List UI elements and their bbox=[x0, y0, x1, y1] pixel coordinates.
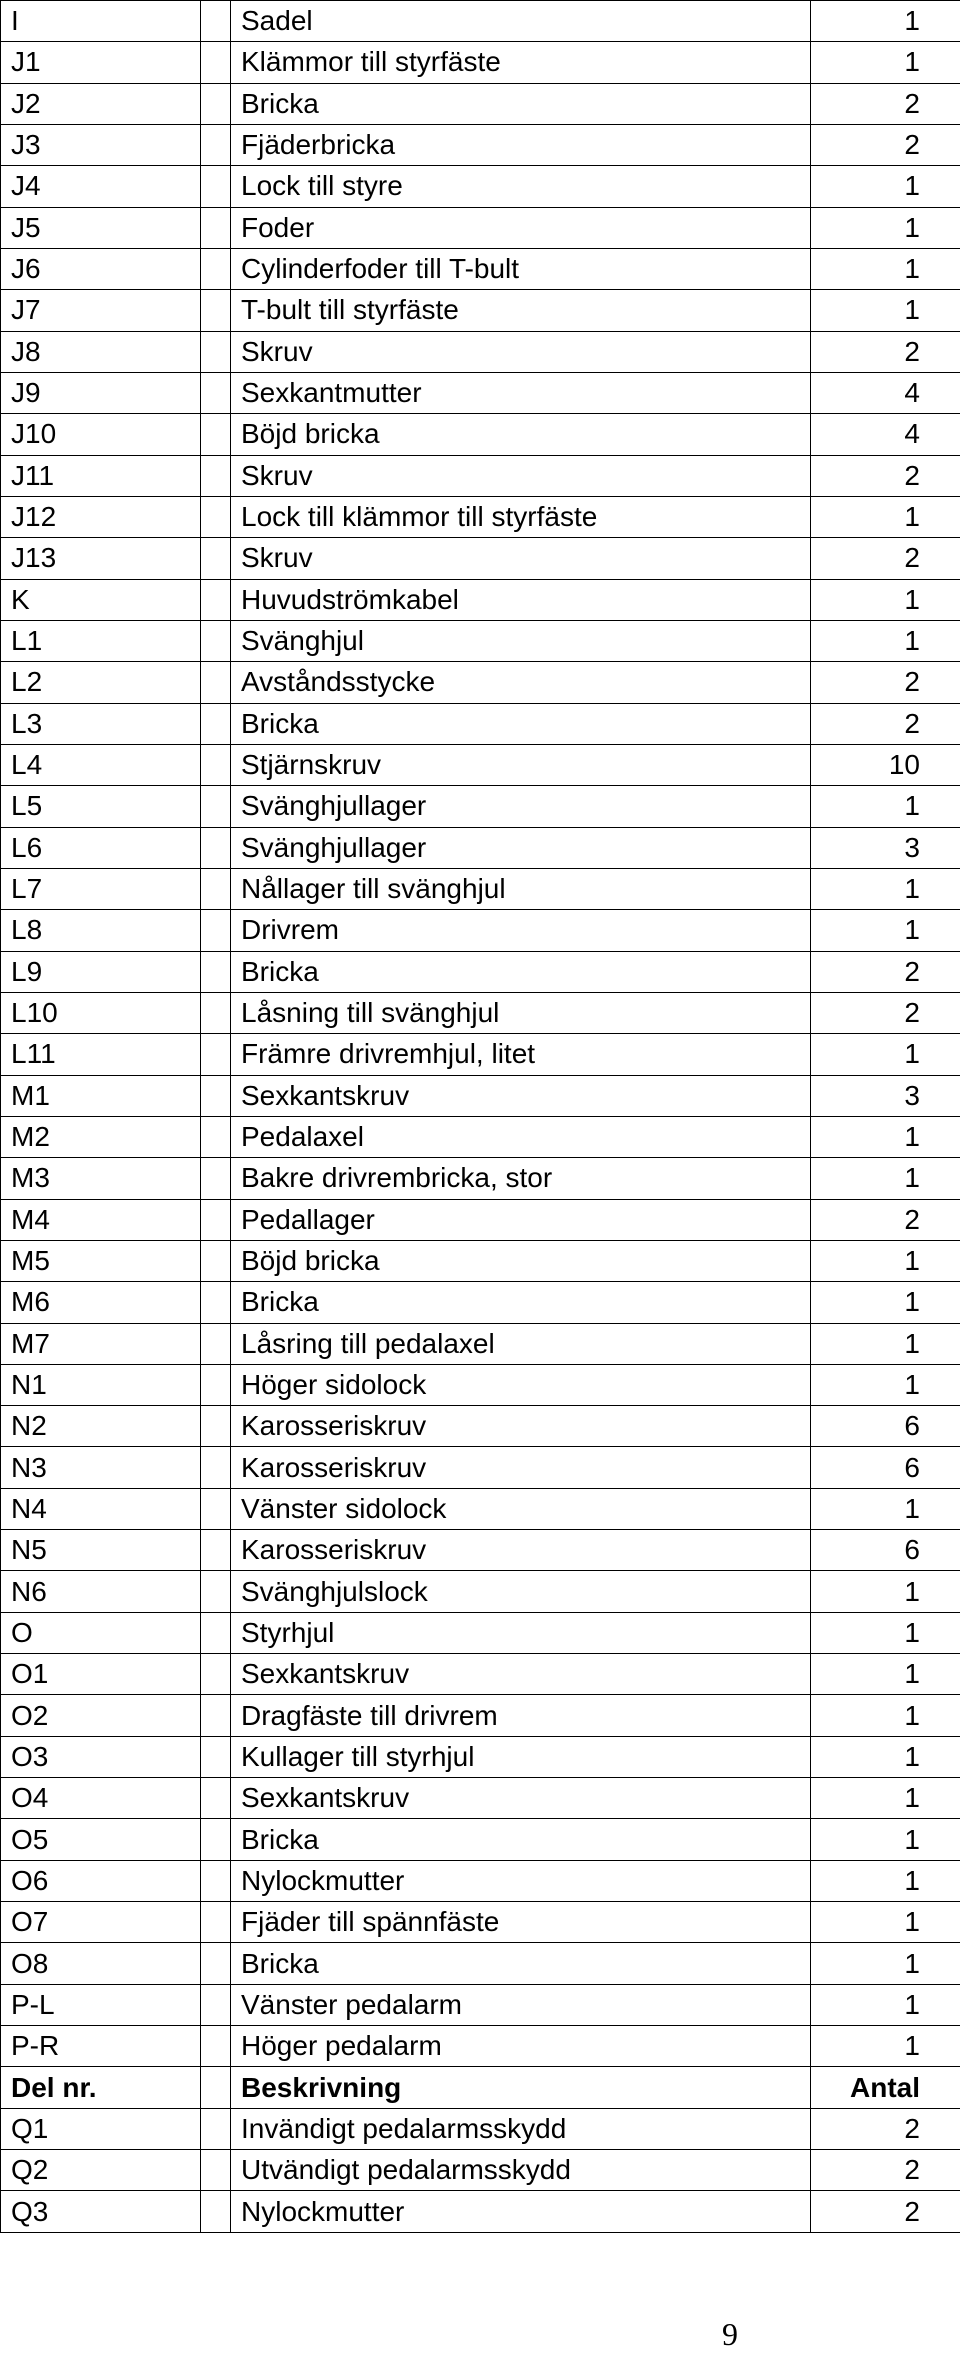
part-number-cell: J12 bbox=[1, 496, 201, 537]
description-cell: Svänghjulslock bbox=[231, 1571, 811, 1612]
table-row bbox=[1, 1, 960, 42]
table-row bbox=[1, 538, 960, 579]
quantity-cell: 1 bbox=[811, 1571, 960, 1612]
empty-spacer-cell bbox=[201, 786, 231, 827]
quantity-cell: 1 bbox=[811, 1612, 960, 1653]
quantity-cell: 2 bbox=[811, 2108, 960, 2149]
description-cell: Sadel bbox=[231, 1, 811, 42]
description-cell: Utvändigt pedalarmsskydd bbox=[231, 2150, 811, 2191]
quantity-cell: 1 bbox=[811, 579, 960, 620]
empty-spacer-cell bbox=[201, 1075, 231, 1116]
description-cell: Huvudströmkabel bbox=[231, 579, 811, 620]
empty-spacer-cell bbox=[201, 1364, 231, 1405]
quantity-cell: 1 bbox=[811, 1943, 960, 1984]
part-number-cell: J10 bbox=[1, 414, 201, 455]
table-row bbox=[1, 207, 960, 248]
part-number-cell: J1 bbox=[1, 42, 201, 83]
empty-spacer-cell bbox=[201, 248, 231, 289]
description-cell: Sexkantskruv bbox=[231, 1075, 811, 1116]
part-number-cell: O4 bbox=[1, 1778, 201, 1819]
parts-table-body bbox=[1, 1, 960, 2233]
quantity-cell: 1 bbox=[811, 620, 960, 661]
empty-spacer-cell bbox=[201, 2026, 231, 2067]
empty-spacer-cell bbox=[201, 1034, 231, 1075]
part-number-cell: J7 bbox=[1, 290, 201, 331]
description-cell: Höger pedalarm bbox=[231, 2026, 811, 2067]
quantity-cell: 1 bbox=[811, 290, 960, 331]
empty-spacer-cell bbox=[201, 1116, 231, 1157]
table-row bbox=[1, 1736, 960, 1777]
part-number-cell: P-L bbox=[1, 1984, 201, 2025]
description-cell: Svänghjullager bbox=[231, 786, 811, 827]
empty-spacer-cell bbox=[201, 42, 231, 83]
quantity-cell: 1 bbox=[811, 42, 960, 83]
header-description: Beskrivning bbox=[231, 2067, 811, 2108]
description-cell: Stjärnskruv bbox=[231, 744, 811, 785]
description-cell: Fjäder till spännfäste bbox=[231, 1902, 811, 1943]
quantity-cell: 1 bbox=[811, 207, 960, 248]
part-number-cell: L10 bbox=[1, 992, 201, 1033]
part-number-cell: O3 bbox=[1, 1736, 201, 1777]
quantity-cell: 1 bbox=[811, 786, 960, 827]
description-cell: Bakre drivrembricka, stor bbox=[231, 1158, 811, 1199]
part-number-cell: L7 bbox=[1, 868, 201, 909]
part-number-cell: N6 bbox=[1, 1571, 201, 1612]
part-number-cell: M7 bbox=[1, 1323, 201, 1364]
quantity-cell: 3 bbox=[811, 827, 960, 868]
empty-spacer-cell bbox=[201, 1902, 231, 1943]
empty-spacer-cell bbox=[201, 579, 231, 620]
quantity-cell: 4 bbox=[811, 372, 960, 413]
empty-spacer-cell bbox=[201, 290, 231, 331]
part-number-cell: M2 bbox=[1, 1116, 201, 1157]
quantity-cell: 2 bbox=[811, 124, 960, 165]
empty-spacer-cell bbox=[201, 620, 231, 661]
table-row bbox=[1, 1943, 960, 1984]
description-cell: Låsning till svänghjul bbox=[231, 992, 811, 1033]
quantity-cell: 10 bbox=[811, 744, 960, 785]
part-number-cell: L4 bbox=[1, 744, 201, 785]
empty-spacer-cell bbox=[201, 1488, 231, 1529]
table-row bbox=[1, 703, 960, 744]
quantity-cell: 1 bbox=[811, 1282, 960, 1323]
header-quantity: Antal bbox=[811, 2067, 960, 2108]
description-cell: Foder bbox=[231, 207, 811, 248]
part-number-cell: O7 bbox=[1, 1902, 201, 1943]
table-row bbox=[1, 827, 960, 868]
table-row bbox=[1, 331, 960, 372]
empty-spacer-cell bbox=[201, 1, 231, 42]
description-cell: Cylinderfoder till T-bult bbox=[231, 248, 811, 289]
page-number: 9 bbox=[722, 2316, 738, 2352]
quantity-cell: 1 bbox=[811, 1488, 960, 1529]
table-row bbox=[1, 1034, 960, 1075]
description-cell: Pedalaxel bbox=[231, 1116, 811, 1157]
quantity-cell: 1 bbox=[811, 1364, 960, 1405]
description-cell: Skruv bbox=[231, 538, 811, 579]
empty-spacer-cell bbox=[201, 166, 231, 207]
description-cell: Svänghjullager bbox=[231, 827, 811, 868]
table-row bbox=[1, 1654, 960, 1695]
empty-spacer-cell bbox=[201, 1612, 231, 1653]
empty-spacer-cell bbox=[201, 1695, 231, 1736]
description-cell: Karosseriskruv bbox=[231, 1447, 811, 1488]
description-cell: Bricka bbox=[231, 1943, 811, 1984]
part-number-cell: L6 bbox=[1, 827, 201, 868]
part-number-cell: O5 bbox=[1, 1819, 201, 1860]
part-number-cell: M5 bbox=[1, 1240, 201, 1281]
table-row bbox=[1, 992, 960, 1033]
part-number-cell: K bbox=[1, 579, 201, 620]
table-row bbox=[1, 414, 960, 455]
quantity-cell: 6 bbox=[811, 1406, 960, 1447]
table-row bbox=[1, 1612, 960, 1653]
description-cell: Sexkantskruv bbox=[231, 1654, 811, 1695]
part-number-cell: M4 bbox=[1, 1199, 201, 1240]
part-number-cell: O1 bbox=[1, 1654, 201, 1695]
table-row bbox=[1, 1984, 960, 2025]
empty-spacer-cell bbox=[201, 124, 231, 165]
description-cell: Skruv bbox=[231, 331, 811, 372]
part-number-cell: J2 bbox=[1, 83, 201, 124]
description-cell: Avståndsstycke bbox=[231, 662, 811, 703]
description-cell: Klämmor till styrfäste bbox=[231, 42, 811, 83]
empty-spacer-cell bbox=[201, 1778, 231, 1819]
empty-spacer-cell bbox=[201, 331, 231, 372]
table-row bbox=[1, 868, 960, 909]
empty-spacer-cell bbox=[201, 2108, 231, 2149]
empty-spacer-cell bbox=[201, 207, 231, 248]
empty-spacer-cell bbox=[201, 2191, 231, 2233]
quantity-cell: 6 bbox=[811, 1530, 960, 1571]
table-row bbox=[1, 166, 960, 207]
table-row bbox=[1, 2191, 960, 2233]
description-cell: Sexkantmutter bbox=[231, 372, 811, 413]
empty-spacer-cell bbox=[201, 827, 231, 868]
table-row bbox=[1, 1488, 960, 1529]
table-row bbox=[1, 1406, 960, 1447]
empty-spacer-cell bbox=[201, 1530, 231, 1571]
description-cell: Nållager till svänghjul bbox=[231, 868, 811, 909]
quantity-cell: 2 bbox=[811, 538, 960, 579]
quantity-cell: 2 bbox=[811, 455, 960, 496]
description-cell: Nylockmutter bbox=[231, 1860, 811, 1901]
table-row bbox=[1, 1571, 960, 1612]
part-number-cell: N1 bbox=[1, 1364, 201, 1405]
empty-spacer-cell bbox=[201, 1240, 231, 1281]
empty-spacer-cell bbox=[201, 1736, 231, 1777]
part-number-cell: N5 bbox=[1, 1530, 201, 1571]
quantity-cell: 1 bbox=[811, 166, 960, 207]
table-row bbox=[1, 1447, 960, 1488]
description-cell: Fjäderbricka bbox=[231, 124, 811, 165]
part-number-cell: N3 bbox=[1, 1447, 201, 1488]
part-number-cell: Q1 bbox=[1, 2108, 201, 2149]
table-row bbox=[1, 1902, 960, 1943]
part-number-cell: L11 bbox=[1, 1034, 201, 1075]
table-row bbox=[1, 372, 960, 413]
description-cell: Skruv bbox=[231, 455, 811, 496]
empty-spacer-cell bbox=[201, 744, 231, 785]
description-cell: Främre drivremhjul, litet bbox=[231, 1034, 811, 1075]
empty-spacer-cell bbox=[201, 1447, 231, 1488]
part-number-cell: I bbox=[1, 1, 201, 42]
part-number-cell: J9 bbox=[1, 372, 201, 413]
part-number-cell: L2 bbox=[1, 662, 201, 703]
empty-spacer-cell bbox=[201, 1199, 231, 1240]
quantity-cell: 1 bbox=[811, 1034, 960, 1075]
table-row bbox=[1, 1199, 960, 1240]
empty-spacer-cell bbox=[201, 1571, 231, 1612]
part-number-cell: L1 bbox=[1, 620, 201, 661]
part-number-cell: N4 bbox=[1, 1488, 201, 1529]
empty-spacer-cell bbox=[201, 910, 231, 951]
quantity-cell: 2 bbox=[811, 703, 960, 744]
description-cell: Lock till klämmor till styrfäste bbox=[231, 496, 811, 537]
table-row bbox=[1, 1075, 960, 1116]
quantity-cell: 6 bbox=[811, 1447, 960, 1488]
quantity-cell: 1 bbox=[811, 1116, 960, 1157]
quantity-cell: 1 bbox=[811, 2026, 960, 2067]
description-cell: Dragfäste till drivrem bbox=[231, 1695, 811, 1736]
quantity-cell: 1 bbox=[811, 1819, 960, 1860]
table-header-row bbox=[1, 2067, 960, 2108]
quantity-cell: 1 bbox=[811, 1860, 960, 1901]
quantity-cell: 2 bbox=[811, 992, 960, 1033]
part-number-cell: M3 bbox=[1, 1158, 201, 1199]
table-row bbox=[1, 620, 960, 661]
quantity-cell: 1 bbox=[811, 1778, 960, 1819]
table-row bbox=[1, 83, 960, 124]
empty-spacer-cell bbox=[201, 868, 231, 909]
part-number-cell: Q2 bbox=[1, 2150, 201, 2191]
description-cell: Karosseriskruv bbox=[231, 1530, 811, 1571]
table-row bbox=[1, 1530, 960, 1571]
part-number-cell: O2 bbox=[1, 1695, 201, 1736]
description-cell: Styrhjul bbox=[231, 1612, 811, 1653]
table-row bbox=[1, 2026, 960, 2067]
table-row bbox=[1, 1695, 960, 1736]
empty-spacer-cell bbox=[201, 1323, 231, 1364]
part-number-cell: L9 bbox=[1, 951, 201, 992]
part-number-cell: J5 bbox=[1, 207, 201, 248]
table-row bbox=[1, 248, 960, 289]
quantity-cell: 1 bbox=[811, 1654, 960, 1695]
quantity-cell: 2 bbox=[811, 662, 960, 703]
quantity-cell: 2 bbox=[811, 2150, 960, 2191]
quantity-cell: 2 bbox=[811, 2191, 960, 2233]
table-row bbox=[1, 1860, 960, 1901]
description-cell: Sexkantskruv bbox=[231, 1778, 811, 1819]
quantity-cell: 1 bbox=[811, 910, 960, 951]
empty-spacer-cell bbox=[201, 992, 231, 1033]
part-number-cell: O8 bbox=[1, 1943, 201, 1984]
empty-spacer-cell bbox=[201, 1406, 231, 1447]
part-number-cell: Q3 bbox=[1, 2191, 201, 2233]
part-number-cell: J6 bbox=[1, 248, 201, 289]
empty-spacer-cell bbox=[201, 1282, 231, 1323]
table-row bbox=[1, 124, 960, 165]
description-cell: Låsring till pedalaxel bbox=[231, 1323, 811, 1364]
empty-spacer-cell bbox=[201, 2067, 231, 2108]
part-number-cell: J8 bbox=[1, 331, 201, 372]
description-cell: Drivrem bbox=[231, 910, 811, 951]
description-cell: Nylockmutter bbox=[231, 2191, 811, 2233]
description-cell: Invändigt pedalarmsskydd bbox=[231, 2108, 811, 2149]
description-cell: Bricka bbox=[231, 83, 811, 124]
description-cell: Vänster pedalarm bbox=[231, 1984, 811, 2025]
table-row bbox=[1, 910, 960, 951]
part-number-cell: N2 bbox=[1, 1406, 201, 1447]
empty-spacer-cell bbox=[201, 1860, 231, 1901]
quantity-cell: 1 bbox=[811, 1323, 960, 1364]
part-number-cell: J3 bbox=[1, 124, 201, 165]
table-row bbox=[1, 290, 960, 331]
part-number-cell: L8 bbox=[1, 910, 201, 951]
table-row bbox=[1, 662, 960, 703]
description-cell: Pedallager bbox=[231, 1199, 811, 1240]
quantity-cell: 1 bbox=[811, 248, 960, 289]
table-row bbox=[1, 1158, 960, 1199]
part-number-cell: O6 bbox=[1, 1860, 201, 1901]
table-row bbox=[1, 579, 960, 620]
quantity-cell: 3 bbox=[811, 1075, 960, 1116]
empty-spacer-cell bbox=[201, 951, 231, 992]
header-part-number: Del nr. bbox=[1, 2067, 201, 2108]
quantity-cell: 2 bbox=[811, 331, 960, 372]
table-row bbox=[1, 1819, 960, 1860]
table-row bbox=[1, 1364, 960, 1405]
part-number-cell: M1 bbox=[1, 1075, 201, 1116]
part-number-cell: L5 bbox=[1, 786, 201, 827]
empty-spacer-cell bbox=[201, 1158, 231, 1199]
part-number-cell: J11 bbox=[1, 455, 201, 496]
empty-spacer-cell bbox=[201, 1984, 231, 2025]
table-row bbox=[1, 42, 960, 83]
table-row bbox=[1, 1282, 960, 1323]
table-row bbox=[1, 1778, 960, 1819]
quantity-cell: 2 bbox=[811, 951, 960, 992]
table-row bbox=[1, 496, 960, 537]
quantity-cell: 1 bbox=[811, 1736, 960, 1777]
empty-spacer-cell bbox=[201, 372, 231, 413]
description-cell: Vänster sidolock bbox=[231, 1488, 811, 1529]
table-row bbox=[1, 455, 960, 496]
quantity-cell: 1 bbox=[811, 868, 960, 909]
description-cell: Svänghjul bbox=[231, 620, 811, 661]
empty-spacer-cell bbox=[201, 1654, 231, 1695]
table-row bbox=[1, 2150, 960, 2191]
quantity-cell: 1 bbox=[811, 1, 960, 42]
description-cell: Höger sidolock bbox=[231, 1364, 811, 1405]
empty-spacer-cell bbox=[201, 1943, 231, 1984]
part-number-cell: J4 bbox=[1, 166, 201, 207]
empty-spacer-cell bbox=[201, 703, 231, 744]
part-number-cell: O bbox=[1, 1612, 201, 1653]
table-row bbox=[1, 786, 960, 827]
empty-spacer-cell bbox=[201, 455, 231, 496]
description-cell: Bricka bbox=[231, 1819, 811, 1860]
table-row bbox=[1, 1116, 960, 1157]
quantity-cell: 4 bbox=[811, 414, 960, 455]
empty-spacer-cell bbox=[201, 662, 231, 703]
table-row bbox=[1, 951, 960, 992]
description-cell: Karosseriskruv bbox=[231, 1406, 811, 1447]
part-number-cell: J13 bbox=[1, 538, 201, 579]
part-number-cell: P-R bbox=[1, 2026, 201, 2067]
empty-spacer-cell bbox=[201, 1819, 231, 1860]
quantity-cell: 1 bbox=[811, 1240, 960, 1281]
part-number-cell: L3 bbox=[1, 703, 201, 744]
table-row bbox=[1, 1323, 960, 1364]
table-row bbox=[1, 744, 960, 785]
empty-spacer-cell bbox=[201, 2150, 231, 2191]
table-row bbox=[1, 2108, 960, 2149]
quantity-cell: 1 bbox=[811, 1158, 960, 1199]
description-cell: T-bult till styrfäste bbox=[231, 290, 811, 331]
quantity-cell: 1 bbox=[811, 1695, 960, 1736]
description-cell: Kullager till styrhjul bbox=[231, 1736, 811, 1777]
quantity-cell: 2 bbox=[811, 83, 960, 124]
description-cell: Bricka bbox=[231, 1282, 811, 1323]
description-cell: Bricka bbox=[231, 951, 811, 992]
description-cell: Bricka bbox=[231, 703, 811, 744]
empty-spacer-cell bbox=[201, 538, 231, 579]
quantity-cell: 1 bbox=[811, 496, 960, 537]
empty-spacer-cell bbox=[201, 496, 231, 537]
description-cell: Böjd bricka bbox=[231, 1240, 811, 1281]
description-cell: Lock till styre bbox=[231, 166, 811, 207]
quantity-cell: 1 bbox=[811, 1902, 960, 1943]
quantity-cell: 2 bbox=[811, 1199, 960, 1240]
quantity-cell: 1 bbox=[811, 1984, 960, 2025]
description-cell: Böjd bricka bbox=[231, 414, 811, 455]
part-number-cell: M6 bbox=[1, 1282, 201, 1323]
empty-spacer-cell bbox=[201, 414, 231, 455]
table-row bbox=[1, 1240, 960, 1281]
empty-spacer-cell bbox=[201, 83, 231, 124]
